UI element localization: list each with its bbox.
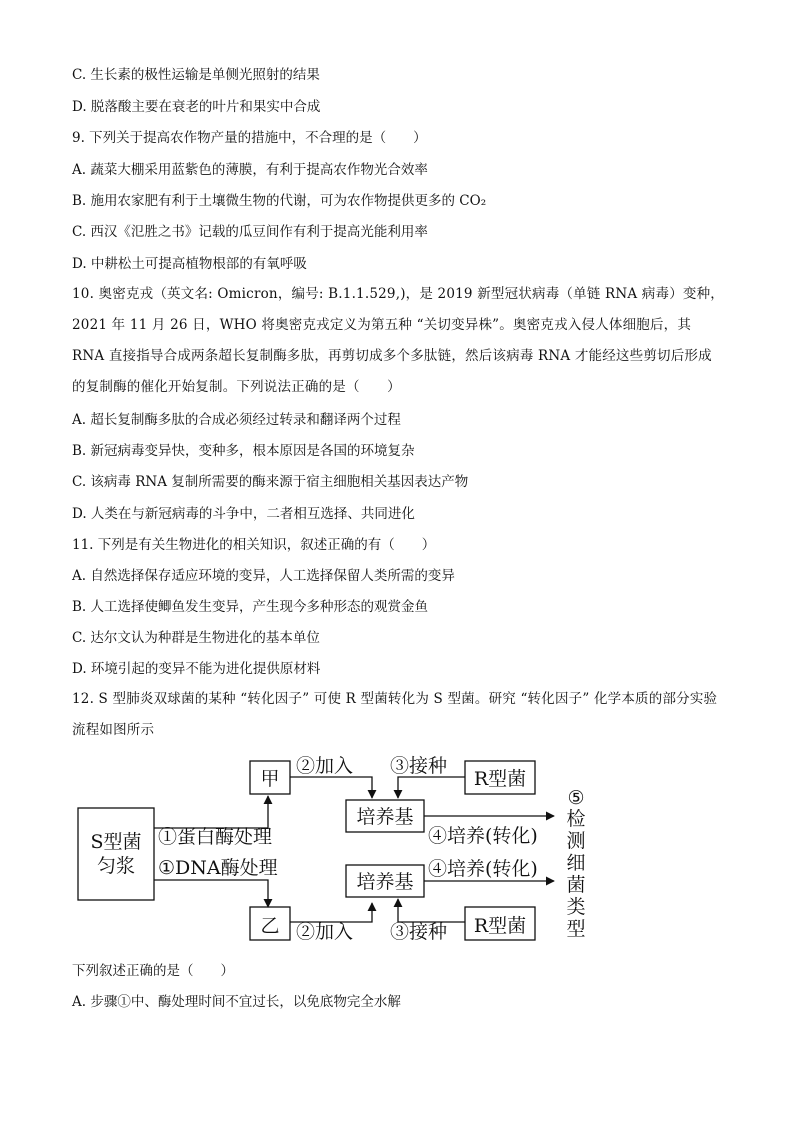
medium-label-bottom: 培养基	[356, 871, 414, 893]
r-type-label-top: R型菌	[473, 768, 527, 790]
protease-label: ①蛋白酶处理	[158, 826, 273, 848]
detect-char-4: 菌	[566, 874, 586, 896]
detect-char-5: 类	[566, 896, 586, 918]
yi-label: 乙	[260, 915, 280, 937]
inoculate-label-bottom: ③接种	[390, 921, 448, 943]
add-arrow-top	[290, 777, 372, 798]
option-8c: C. 生长素的极性运输是单侧光照射的结果	[72, 67, 320, 83]
inoculate-arrow-bottom	[398, 899, 465, 922]
add-arrow-bottom	[290, 903, 372, 922]
option-9c: C. 西汉《氾胜之书》记载的瓜豆间作有利于提高光能利用率	[72, 224, 428, 240]
s-homogenate-label-2: 匀浆	[96, 855, 136, 877]
option-11d: D. 环境引起的变异不能为进化提供原材料	[72, 661, 321, 677]
question-11: 11. 下列是有关生物进化的相关知识，叙述正确的有（ ）	[72, 537, 436, 553]
option-12a: A. 步骤①中、酶处理时间不宜过长，以免底物完全水解	[72, 994, 401, 1010]
add-label-bottom: ②加入	[296, 921, 354, 943]
option-10a: A. 超长复制酶多肽的合成必须经过转录和翻译两个过程	[72, 412, 401, 428]
detect-char-2: 测	[566, 830, 586, 852]
question-10: 10. 奥密克戎（英文名: Omicron，编号: B.1.1.529,)，是 2019 新型冠状病毒（单链 RNA 病毒）变种，2021 年 11 月 26 日，WHO 将奥密克戎定义为第五种 “关切变异株”。奥密克戎入侵人体细胞后，其 RNA 直接指导合成两条超长复制酶多肽，再剪切成多个多肽链，然后该病毒 RNA 才能经这些剪切后形成的复制酶的催化开始复制。下列说法正确的是（ ）	[72, 286, 725, 395]
r-type-label-bottom: R型菌	[473, 915, 527, 937]
detect-char-6: 型	[566, 918, 586, 940]
medium-label-top: 培养基	[356, 806, 414, 828]
option-11a: A. 自然选择保存适应环境的变异，人工选择保留人类所需的变异	[72, 568, 455, 584]
option-11c: C. 达尔文认为种群是生物进化的基本单位	[72, 630, 320, 646]
detect-char-0: ⑤	[567, 787, 585, 809]
option-10c: C. 该病毒 RNA 复制所需要的酶来源于宿主细胞相关基因表达产物	[72, 474, 469, 490]
option-8d: D. 脱落酸主要在衰老的叶片和果实中合成	[72, 99, 321, 115]
s-homogenate-label-1: S型菌	[90, 831, 142, 853]
detect-char-1: 检	[566, 808, 586, 830]
option-9b: B. 施用农家肥有利于土壤微生物的代谢，可为农作物提供更多的 CO₂	[72, 193, 487, 209]
question-12: 12. S 型肺炎双球菌的某种 “转化因子” 可使 R 型菌转化为 S 型菌。研究 “转化因子” 化学本质的部分实验流程如图所示	[72, 691, 718, 738]
detect-char-3: 细	[566, 852, 586, 874]
question-9: 9. 下列关于提高农作物产量的措施中，不合理的是（ ）	[72, 130, 427, 146]
option-10d: D. 人类在与新冠病毒的斗争中，二者相互选择、共同进化	[72, 506, 415, 522]
option-11b: B. 人工选择使鲫鱼发生变异，产生现今多种形态的观赏金鱼	[72, 599, 429, 615]
culture-label-bottom: ④培养(转化)	[428, 858, 538, 880]
option-10b: B. 新冠病毒变异快，变种多，根本原因是各国的环境复杂	[72, 443, 415, 459]
jia-label: 甲	[260, 768, 280, 790]
option-9d: D. 中耕松土可提高植物根部的有氧呼吸	[72, 256, 307, 272]
option-9a: A. 蔬菜大棚采用蓝紫色的薄膜，有利于提高农作物光合效率	[72, 162, 428, 178]
culture-label-top: ④培养(转化)	[428, 825, 538, 847]
experiment-flow-diagram	[70, 752, 610, 948]
s-homogenate-box	[78, 808, 154, 900]
inoculate-arrow-top	[398, 777, 465, 798]
question-12-stem: 下列叙述正确的是（ ）	[72, 963, 234, 979]
protease-arrow	[154, 796, 268, 828]
dnase-label: ①DNA酶处理	[158, 857, 278, 879]
add-label-top: ②加入	[296, 755, 354, 777]
inoculate-label-top: ③接种	[390, 755, 448, 777]
dnase-arrow	[154, 880, 268, 907]
